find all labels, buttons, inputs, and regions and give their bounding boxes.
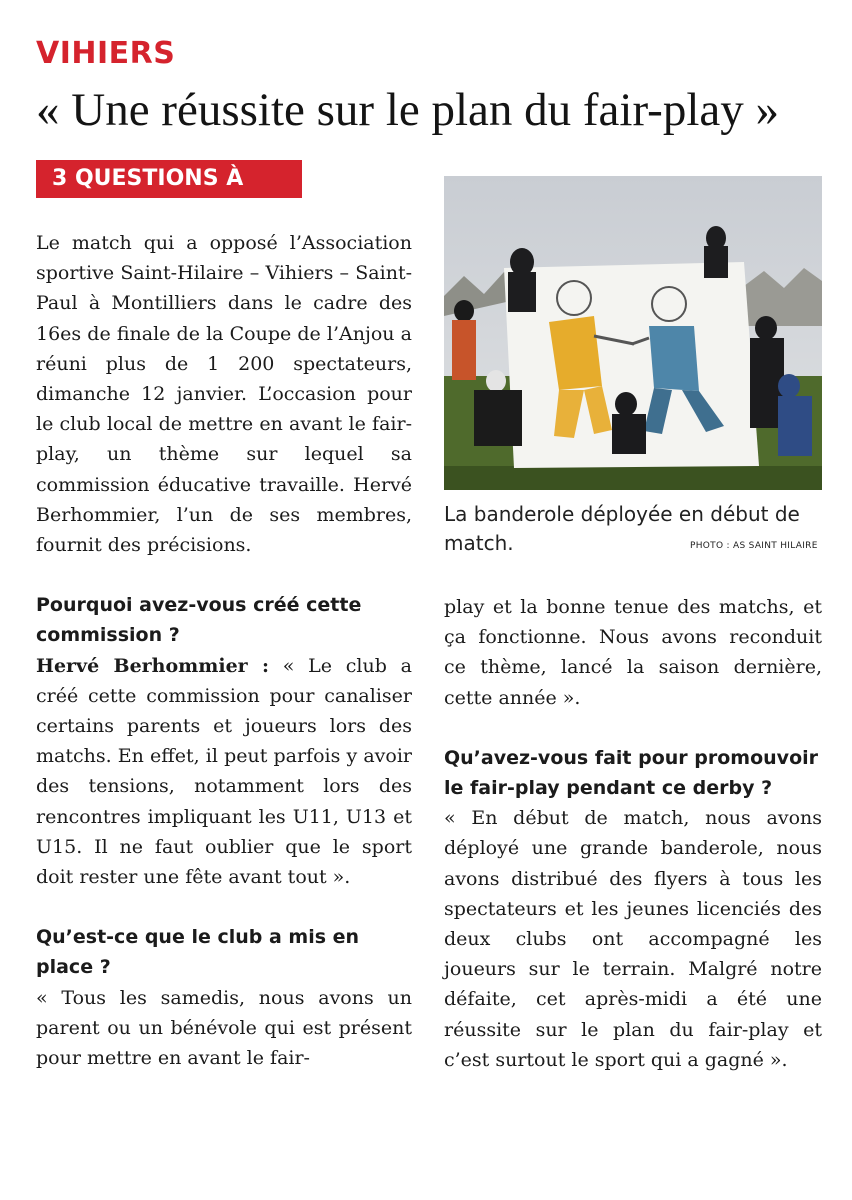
answer-2-part2: play et la bonne tenue des matchs, et ça fonctionne. Nous avons reconduit ce thème, lancé la saison dernière, cette année ». [444,596,822,709]
right-column [444,592,822,1075]
photo-caption: La banderole déployée en début de match. [444,502,800,555]
question-3: Qu’avez-vous fait pour promouvoir le fair-play pendant ce derby ? [444,746,819,800]
section-badge: 3 QUESTIONS À [36,160,302,198]
question-2: Qu’est-ce que le club a mis en place ? [36,926,360,979]
intro-paragraph: Le match qui a opposé l’Association sportive Saint-Hilaire – Vihiers – Saint-Paul à Montilliers dans le cadre des 16es de finale de la Coupe de l’Anjou a réuni plus de 1 200 spectateurs, dimanche 12 janvier. L’occasion pour le club local de mettre en avant le fair-play, un thème sur lequel sa commission éducative travaille. Hervé Berhommier, l’un de ses membres, fournit des précisions. [36,232,412,557]
question-1: Pourquoi avez-vous créé cette commission ? [36,594,362,647]
answer-1 [36,651,412,893]
answer-1-text: « Le club a créé cette commission pour canaliser certains parents et joueurs lors des matchs. En effet, il peut parfois y avoir des tensions, notamment lors des rencontres impliquant les U11, U13 et U15. Il ne faut oublier que le sport doit rester une fête avant tout ». [36,654,412,889]
section-kicker: VIHIERS [36,36,176,71]
speaker-name: Hervé Berhommier : [36,654,270,677]
headline: « Une réussite sur le plan du fair-play » [36,84,780,136]
answer-3: « En début de match, nous avons déployé une grande banderole, nous avons distribué des flyers à tous les spectateurs et les jeunes licenciés des deux clubs ont accompagné les joueurs sur le terrain. Malgré notre défaite, cet après-midi a été une réussite sur le plan du fair-play et c’est surtout le sport qui a gagné ». [444,807,822,1071]
left-column [36,228,412,1073]
banner-photo [444,176,822,490]
photo-credit: PHOTO : AS SAINT HILAIRE [690,541,818,551]
answer-2-part1: « Tous les samedis, nous avons un parent ou un bénévole qui est présent pour mettre en avant le fair- [36,986,412,1070]
